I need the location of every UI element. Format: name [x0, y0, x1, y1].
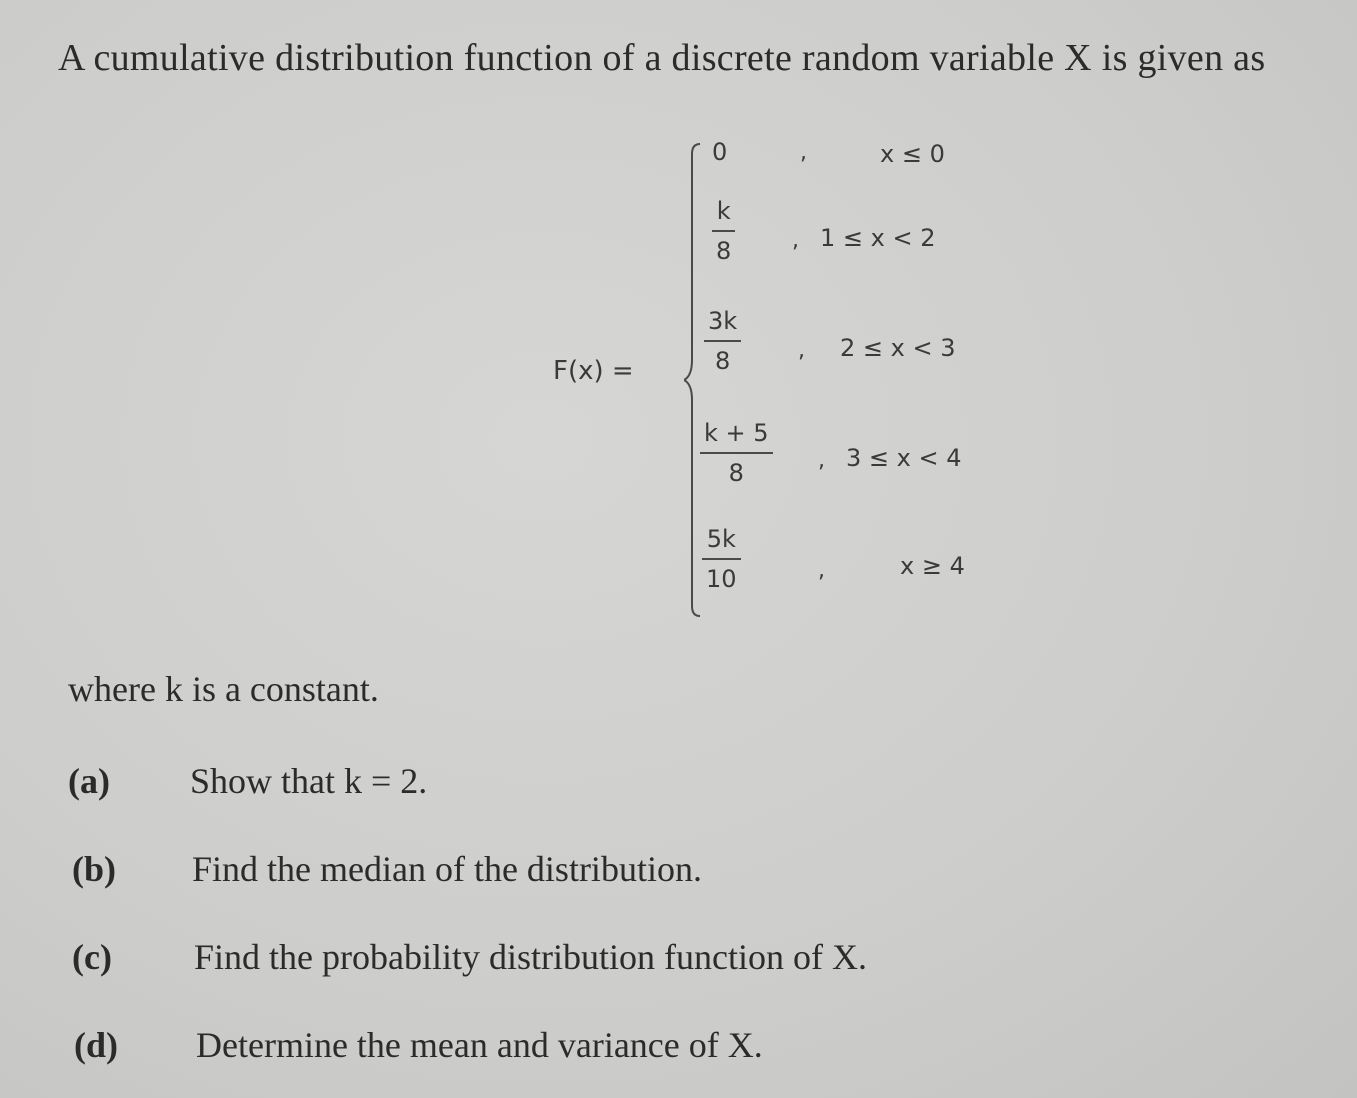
function-label: F(x) = [553, 356, 634, 386]
fraction-denominator: 8 [716, 237, 732, 265]
case-condition: 1 ≤ x < 2 [820, 224, 936, 252]
fraction-numerator: k [716, 197, 731, 225]
part-text-a: Show that k = 2. [190, 761, 428, 801]
fraction-numerator: 5k [706, 525, 736, 553]
part-text-b: Find the median of the distribution. [192, 849, 702, 889]
part-label-b: (b) [72, 849, 116, 889]
fraction-numerator: k + 5 [704, 419, 769, 447]
fraction-numerator: 3k [708, 307, 738, 335]
case-comma: , [818, 448, 825, 473]
fraction-bar [702, 558, 741, 560]
part-text-c: Find the probability distribution function of X. [194, 937, 867, 977]
fraction-denominator: 8 [728, 459, 744, 487]
part-label-a: (a) [68, 761, 110, 801]
case-condition: x ≥ 4 [900, 552, 965, 580]
part-label-d: (d) [74, 1025, 118, 1065]
case-value: 0 [712, 138, 728, 166]
left-brace [684, 140, 704, 620]
case-fraction [700, 418, 773, 488]
case-comma: , [792, 228, 799, 253]
fraction-bar [704, 340, 741, 342]
case-condition: 3 ≤ x < 4 [846, 444, 962, 472]
constant-note: where k is a constant. [68, 669, 379, 709]
fraction-denominator: 8 [714, 347, 731, 375]
case-comma: , [798, 338, 805, 363]
case-comma: , [818, 558, 825, 583]
case-fraction [702, 524, 741, 594]
fraction-bar [712, 230, 735, 232]
case-fraction [704, 306, 741, 376]
part-text-d: Determine the mean and variance of X. [196, 1025, 763, 1065]
fraction-denominator: 10 [706, 565, 737, 593]
case-condition: x ≤ 0 [880, 140, 945, 168]
fraction-bar [700, 452, 773, 454]
case-comma: , [800, 140, 807, 165]
case-condition: 2 ≤ x < 3 [840, 334, 956, 362]
question-intro: A cumulative distribution function of a discrete random variable X is given as [58, 37, 1266, 79]
case-fraction [712, 196, 735, 266]
part-label-c: (c) [72, 937, 112, 977]
